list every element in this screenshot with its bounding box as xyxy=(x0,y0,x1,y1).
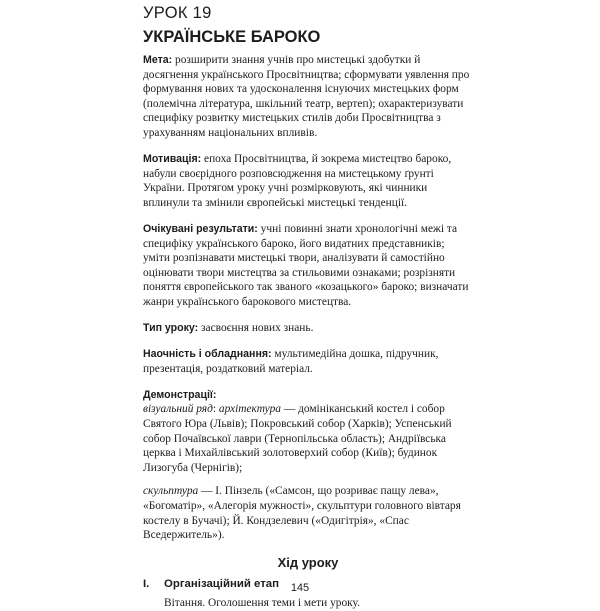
stage-number: I. xyxy=(143,578,150,591)
page-number: 145 xyxy=(290,582,310,594)
architecture-text: — домініканський костел і собор Святого Юра (Львів); Покровський собор (Харків); Успенський собор Почаївської лаври (Тернопільська область); Андріївська церква і Михайлівський золотоверхий собор (Київ); будинок Лизогуба (Чернігів); xyxy=(143,403,452,474)
page-content xyxy=(143,3,473,611)
visual-row-label: візуальний ряд xyxy=(143,403,213,416)
sculpture-text: — І. Пінзель («Самсон, що розриває пащу лева», «Богоматір», «Алегорія мужності», скульптури головного вівтаря костелу в Бучачі); Й. Кондзелевич («Одигітрія», «Спас Вседержитель»). xyxy=(143,485,461,542)
results-label: Очікувані результати: xyxy=(143,222,258,235)
equipment-paragraph xyxy=(143,347,473,376)
equipment-label: Наочність і обладнання: xyxy=(143,348,272,361)
results-paragraph xyxy=(143,222,473,310)
goal-text: розширити знання учнів про мистецькі здобутки й досягнення українського Просвітництва; сформувати уявлення про формування нових та удосконалення існуючих мистецьких форм (полемічна література, шкільний театр, вертеп); охарактеризувати специфіку розвитку мистецьких стилів доби Просвітництва з урахуванням національних впливів. xyxy=(143,54,470,139)
motivation-label: Мотивація: xyxy=(143,153,202,166)
lesson-title: УКРАЇНСЬКЕ БАРОКО xyxy=(143,28,321,46)
lesson-type-label: Тип уроку: xyxy=(143,322,199,334)
lesson-type-paragraph xyxy=(143,321,473,336)
motivation-text: епоха Просвітництва, й зокрема мистецтво бароко, набули своєрідного розповсюдження на мистецькому ґрунті України. Протягом уроку учні розмірковують, які чинники вплинули та змінили європейські мистецькі тенденції. xyxy=(143,153,452,209)
stage-title: Організаційний етап xyxy=(164,578,279,591)
sculpture-paragraph xyxy=(143,484,473,542)
stage-text: Вітання. Оголошення теми і мети уроку. xyxy=(164,597,360,610)
architecture-paragraph xyxy=(143,402,473,475)
results-text: учні повинні знати хронологічні межі та специфіку українського бароко, його видатних представників; уміти розпізнавати мистецькі твори, аналізувати й самостійно оцінювати твори мистецтва за стильовими ознаками; розрізняти поняття європейського так званого «козацького» бароко; визначати жанри українського барокового мистецтва. xyxy=(143,222,469,308)
motivation-paragraph xyxy=(143,152,473,210)
sculpture-label: скульптура xyxy=(143,485,199,498)
architecture-label: архітектура xyxy=(218,403,281,416)
demos-label: Демонстрації: xyxy=(143,388,217,401)
course-heading: Хід уроку xyxy=(277,555,339,571)
lesson-type-text: засвоєння нових знань. xyxy=(198,322,314,334)
goal-paragraph xyxy=(143,53,473,141)
visual-row-colon: : xyxy=(212,403,219,416)
lesson-number: УРОК 19 xyxy=(143,4,212,22)
goal-label: Мета: xyxy=(143,54,173,66)
equipment-text: мультимедійна дошка, підручник, презентація, роздатковий матеріал. xyxy=(143,348,439,375)
